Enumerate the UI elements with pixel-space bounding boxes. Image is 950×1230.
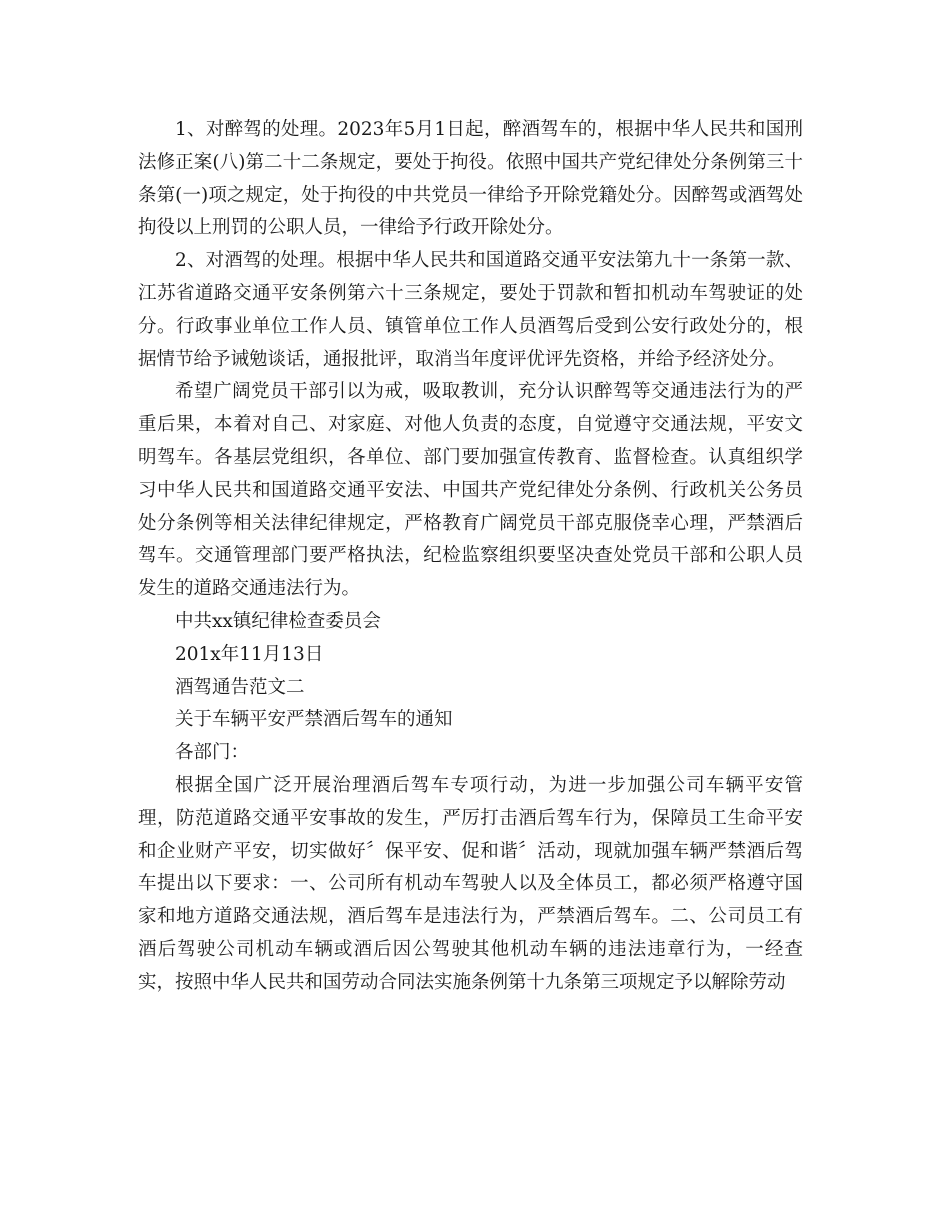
paragraph-drink-driving: 2、对酒驾的处理。根据中华人民共和国道路交通平安法第九十一条第一款、江苏省道路交通平安条例第六十三条规定，要处于罚款和暂扣机动车驾驶证的处分。行政事业单位工作人员、镇管单位工作人员酒驾后受到公安行政处分的，根据情节给予诫勉谈话，通报批评，取消当年度评优评先资格，并给予经济处分。 xyxy=(138,250,803,370)
document-body xyxy=(138,114,803,1000)
notice-salutation: 各部门： xyxy=(175,742,250,764)
paragraph-drunk-driving: 1、对醉驾的处理。2023年5月1日起，醉酒驾车的，根据中华人民共和国刑法修正案(八)第二十二条规定，要处于拘役。依照中国共产党纪律处分条例第三十条第(一)项之规定，处于拘役的中共党员一律给予开除党籍处分。因醉驾或酒驾处拘役以上刑罚的公职人员，一律给予行政开除处分。 xyxy=(138,119,803,239)
section-heading: 酒驾通告范文二 xyxy=(175,676,305,698)
signature-date: 201x年11月13日 xyxy=(175,643,324,665)
paragraph-warning: 希望广阔党员干部引以为戒，吸取教训，充分认识醉驾等交通违法行为的严重后果，本着对自己、对家庭、对他人负责的态度，自觉遵守交通法规，平安文明驾车。各基层党组织，各单位、部门要加强宣传教育、监督检查。认真组织学习中华人民共和国道路交通平安法、中国共产党纪律处分条例、行政机关公务员处分条例等相关法律纪律规定，严格教育广阔党员干部克服侥幸心理，严禁酒后驾车。交通管理部门要严格执法，纪检监察组织要坚决查处党员干部和公职人员发生的道路交通违法行为。 xyxy=(138,381,803,600)
signature-organization: 中共xx镇纪律检查委员会 xyxy=(175,610,381,632)
notice-title: 关于车辆平安严禁酒后驾车的通知 xyxy=(175,709,453,731)
paragraph-notice-body: 根据全国广泛开展治理酒后驾车专项行动，为进一步加强公司车辆平安管理，防范道路交通平安事故的发生，严厉打击酒后驾车行为，保障员工生命平安和企业财产平安，切实做好〞保平安、促和谐〞活动，现就加强车辆严禁酒后驾车提出以下要求：一、公司所有机动车驾驶人以及全体员工，都必须严格遵守国家和地方道路交通法规，酒后驾车是违法行为，严禁酒后驾车。二、公司员工有酒后驾驶公司机动车辆或酒后因公驾驶其他机动车辆的违法违章行为，一经查实，按照中华人民共和国劳动合同法实施条例第十九条第三项规定予以解除劳动 xyxy=(138,774,803,993)
